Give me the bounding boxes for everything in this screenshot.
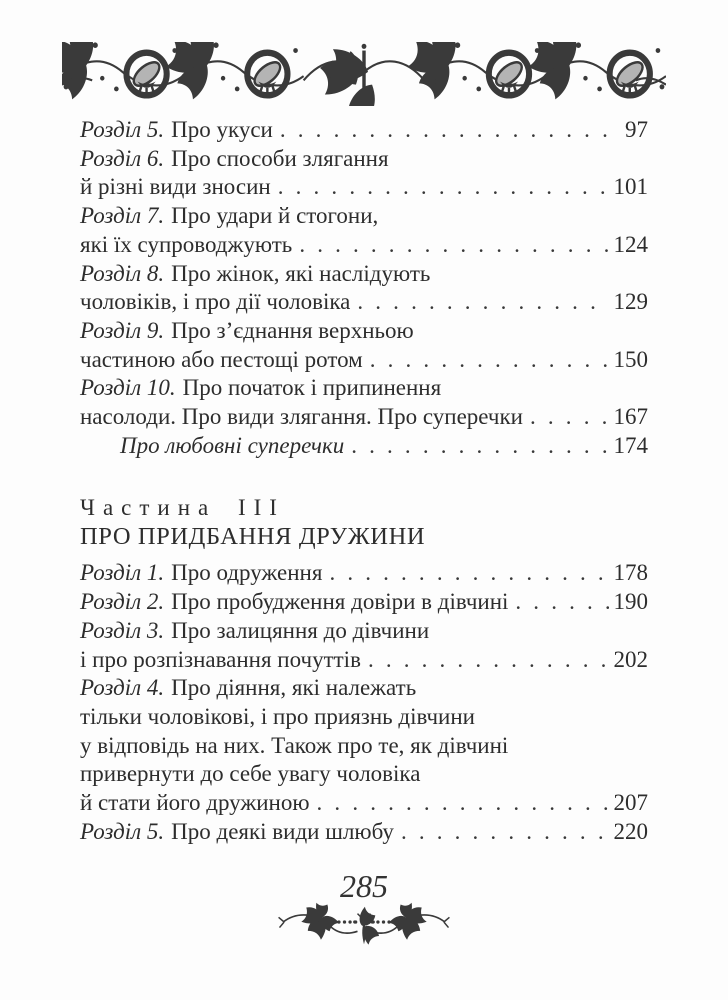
entry-title: насолоди. Про види злягання. Про суперечки	[80, 404, 523, 430]
toc-entry	[80, 732, 648, 761]
entry-title: чоловіків, і про дії чоловіка	[80, 289, 351, 315]
entry-title: Про способи злягання	[171, 145, 389, 171]
chapter-number-label: Розділ 6.	[80, 145, 165, 171]
entry-title: Про діяння, які належать	[171, 675, 417, 701]
entry-page-number: 178	[613, 560, 648, 586]
entry-page-number: 129	[613, 289, 648, 315]
entry-title: тільки чоловікові, і про приязнь дівчини	[80, 703, 475, 729]
entry-page-number: 97	[625, 117, 648, 142]
toc-entry	[80, 346, 648, 375]
floral-border-ornament-icon	[62, 42, 666, 106]
chapter-number-label: Розділ 8.	[80, 260, 165, 286]
entry-page-number: 190	[613, 589, 648, 615]
dot-leader	[280, 116, 620, 145]
entry-title: у відповідь на них. Також про те, як дівчині	[80, 732, 509, 758]
floral-flourish-ornament-icon	[271, 896, 457, 948]
toc-entry	[80, 116, 648, 145]
entry-page-number: 174	[613, 432, 648, 458]
chapter-number-label: Розділ 3.	[80, 617, 165, 643]
dot-leader	[299, 231, 608, 260]
entry-title: Про удари й стогони,	[171, 203, 379, 229]
toc-block-1	[80, 116, 648, 460]
entry-title: частиною або пестощі ротом	[80, 346, 363, 372]
toc-entry	[80, 588, 648, 617]
entry-title: Про укуси	[171, 117, 273, 142]
chapter-number-label: Розділ 2.	[80, 589, 165, 615]
toc-entry	[80, 374, 648, 403]
entry-title: Про любовні суперечки	[120, 432, 345, 458]
entry-title: привернути до себе увагу чоловіка	[80, 761, 421, 787]
chapter-number-label: Розділ 9.	[80, 317, 165, 343]
toc-entry	[80, 703, 648, 732]
part-number-label: Частина III	[80, 495, 285, 521]
toc-entry	[80, 760, 648, 789]
entry-title: які їх супроводжують	[80, 231, 293, 257]
dot-leader	[368, 646, 609, 675]
dot-leader	[370, 346, 609, 375]
toc-entry	[80, 432, 648, 461]
toc-entry	[80, 260, 648, 289]
entry-title: Про деякі види шлюбу	[171, 818, 394, 844]
entry-title: Про початок і припинення	[182, 375, 442, 401]
dot-leader	[357, 288, 608, 317]
entry-title: Про одруження	[171, 560, 323, 586]
page-number: 285	[340, 868, 388, 904]
entry-page-number: 150	[613, 346, 648, 372]
toc-entry	[80, 231, 648, 260]
entry-title: Про залицяння до дівчини	[171, 617, 430, 643]
toc-entry	[80, 317, 648, 346]
entry-title: і про розпізнавання почуттів	[80, 646, 361, 672]
dot-leader	[329, 559, 608, 588]
toc-entry	[80, 674, 648, 703]
entry-page-number: 202	[613, 646, 648, 672]
entry-title: й стати його дружиною	[80, 790, 310, 816]
dot-leader	[278, 173, 609, 202]
entry-title: Про пробудження довіри в дівчині	[171, 589, 509, 615]
toc-entry	[80, 617, 648, 646]
entry-page-number: 220	[613, 818, 648, 844]
part-heading	[80, 493, 648, 552]
page-footer	[0, 869, 728, 953]
chapter-number-label: Розділ 7.	[80, 203, 165, 229]
chapter-number-label: Розділ 5.	[80, 818, 165, 844]
toc-entry	[80, 818, 648, 847]
toc-entry	[80, 789, 648, 818]
toc-entry	[80, 202, 648, 231]
table-of-contents	[80, 116, 648, 846]
chapter-number-label: Розділ 4.	[80, 675, 165, 701]
part-title: ПРО ПРИДБАННЯ ДРУЖИНИ	[80, 523, 426, 551]
toc-entry	[80, 288, 648, 317]
toc-entry	[80, 173, 648, 202]
entry-page-number: 124	[613, 231, 648, 257]
toc-entry	[80, 145, 648, 174]
entry-title: й різні види зносин	[80, 174, 271, 200]
dot-leader	[530, 403, 609, 432]
toc-block-2	[80, 559, 648, 846]
chapter-number-label: Розділ 10.	[80, 375, 176, 401]
chapter-number-label: Розділ 5.	[80, 117, 165, 142]
dot-leader	[401, 818, 609, 847]
entry-page-number: 101	[613, 174, 648, 200]
dot-leader	[515, 588, 608, 617]
entry-page-number: 207	[613, 790, 648, 816]
entry-page-number: 167	[613, 404, 648, 430]
toc-entry	[80, 646, 648, 675]
toc-entry	[80, 403, 648, 432]
toc-entry	[80, 559, 648, 588]
entry-title: Про жінок, які наслідують	[171, 260, 431, 286]
dot-leader	[351, 432, 608, 461]
dot-leader	[317, 789, 609, 818]
chapter-number-label: Розділ 1.	[80, 560, 165, 586]
entry-title: Про з’єднання верхньою	[171, 317, 414, 343]
